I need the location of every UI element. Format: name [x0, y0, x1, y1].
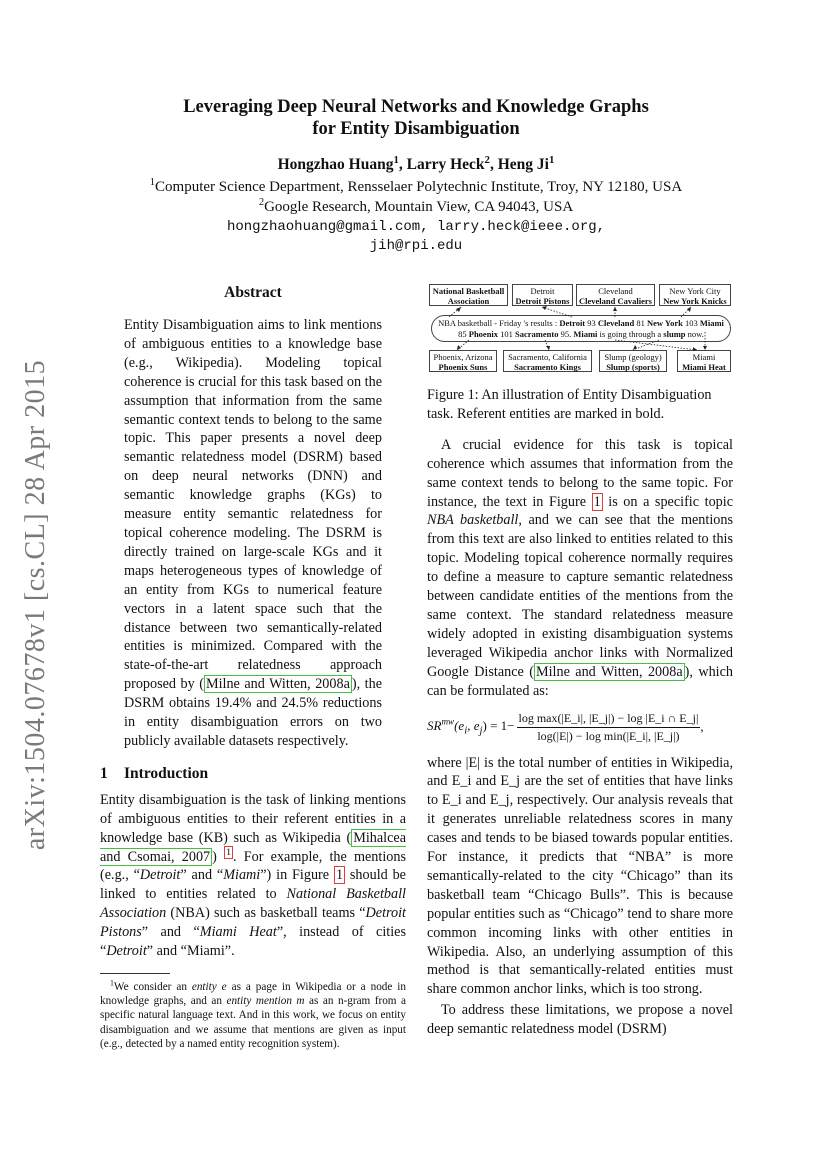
footnote-text: We consider an: [113, 981, 192, 993]
intro-text: ” and “Miami”.: [146, 943, 235, 960]
box-line: Detroit Pistons: [515, 296, 570, 306]
equation-lhs: $SR^{mw}(e_i$, $e_j) = 1-$: [427, 716, 515, 737]
box-line: National Basketball: [432, 286, 505, 296]
intro-text: should be linked to entities related to: [100, 867, 406, 903]
section-title: Introduction: [124, 764, 209, 782]
intro-paragraph: [100, 791, 406, 961]
affiliation-mark: 1: [149, 177, 156, 188]
figure-caption: Figure 1: An illustration of Entity Disambiguation task. Referent entities are marked in bold.: [427, 387, 712, 422]
box-line: Cleveland Cavaliers: [579, 296, 652, 306]
arxiv-id: arXiv:1504.07678v1 [cs.CL] 28 Apr 2015: [20, 359, 52, 851]
arxiv-stamp: [18, 359, 54, 851]
intro-text: ”) in Figure: [260, 867, 334, 884]
author-mark: 1: [548, 153, 555, 166]
figure-1: [427, 284, 733, 374]
affiliation-2: [100, 197, 732, 217]
arrow-head: [542, 306, 547, 310]
arrow-head: [613, 307, 617, 311]
paper-title: [100, 96, 732, 140]
intro-italic: National Basketball Association: [100, 886, 406, 922]
intro-text: ” and “: [180, 867, 224, 884]
author-mark: 2: [484, 153, 490, 166]
box-line: Phoenix Suns: [438, 362, 488, 372]
box-line: New York City: [669, 286, 721, 296]
footnote-mark: 1: [110, 978, 114, 988]
right-column: [427, 284, 733, 1039]
box-line: Miami Heat: [682, 362, 726, 372]
intro-italic: Miami: [223, 867, 261, 884]
footnote: [100, 980, 406, 1051]
sample-text-line-2: 85 Phoenix 101 Sacramento 95. Miami is going through a slump now.: [458, 329, 704, 339]
arrow-head: [687, 307, 691, 312]
affiliation-mark: 2: [258, 197, 265, 208]
equation-trail: ,: [700, 719, 704, 734]
author-name: Larry Heck: [406, 156, 485, 173]
equation-numerator: log max(|E_i|, |E_j|) − log |E_i ∩ E_j|: [517, 711, 701, 728]
abstract-text-b: ), the DSRM obtains 19.4% and 24.5% reductions in entity disambiguation errors on two publicly available datasets respectively.: [124, 676, 383, 749]
citation-link[interactable]: Mihalcea and Csomai, 2007: [100, 829, 406, 865]
section-heading: [100, 765, 406, 783]
entity-box-nba: [429, 284, 508, 306]
author-name: Heng Ji: [497, 156, 549, 173]
equation-fraction: [517, 710, 704, 744]
body-text: is on a specific topic: [602, 493, 733, 510]
equation-denominator: log(|E|) − log min(|E_i|, |E_j|): [537, 728, 680, 743]
intro-text: Entity disambiguation is the task of linking mentions of ambiguous entities to their referent entities in a knowledge base (KB) such as Wikipedia (: [100, 791, 406, 846]
box-line: Association: [447, 296, 490, 306]
author-mark: 1: [393, 153, 399, 166]
emails-line-2: jih@rpi.edu: [369, 238, 463, 254]
box-line: Sacramento Kings: [514, 362, 581, 372]
title-line-2: for Entity Disambiguation: [312, 119, 520, 139]
figure-link[interactable]: 1: [593, 493, 601, 510]
citation-link[interactable]: Milne and Witten, 2008a: [205, 676, 350, 693]
left-column: [100, 284, 406, 1051]
intro-italic: Detroit: [106, 943, 147, 960]
intro-italic: Miami Heat: [199, 924, 277, 941]
figure-link[interactable]: 1: [335, 867, 344, 884]
footnote-text: as an n-gram from a specific natural language text. And in this work, we focus on entity disambiguation and we assume that mentions are given as input (e.g., detected by a named entity recognition system).: [100, 995, 406, 1050]
box-line: Sacramento, California: [508, 352, 587, 362]
citation-link[interactable]: Milne and Witten, 2008a: [535, 663, 683, 680]
abstract-heading: Abstract: [224, 284, 282, 301]
abstract-text-a: Entity Disambiguation aims to link mentions of ambiguous entities to a knowledge base (e.g., Wikipedia). Modeling topical coherence is crucial for this task based on the assumption that information from the same semantic context tends to belong to the same topic. This paper presents a novel deep semantic relatedness model (DSRM) based on deep neural networks (DNN) and semantic knowledge graphs (KGs) to measure entity semantic relatedness for topical coherence modeling. The DSRM is directly trained on large-scale KGs and it maps heterogeneous types of knowledge of an entity from KGs to numerical feature vectors in a latent space such that the distance between two semantically-related entities is minimized. Compared with the state-of-the-art relatedness approach proposed by: [124, 317, 382, 693]
box-line: Slump (geology): [604, 352, 662, 362]
title-line-1: Leveraging Deep Neural Networks and Knowledge Graphs: [183, 97, 649, 117]
arrow-head: [456, 307, 461, 312]
footnote-divider: [100, 973, 170, 974]
entity-box-slump: [599, 350, 667, 372]
emails-line-1: hongzhaohuang@gmail.com, larry.heck@ieee.org,: [226, 219, 606, 235]
body-text: ), which can be formulated as:: [427, 663, 733, 699]
footnote-text: as a page in Wikipedia or a node in knowledge graphs, and an: [100, 981, 406, 1008]
box-line: Cleveland: [598, 286, 633, 296]
entity-box-cleveland: [576, 284, 655, 306]
intro-text: ”, instead of cities “: [100, 924, 406, 960]
affiliation-text: Google Research, Mountain View, CA 94043, USA: [264, 199, 574, 215]
intro-text: ): [212, 848, 225, 865]
author-list: Hongzhao Huang$^1$, Larry Heck$^2$, Heng Ji$^1$: [277, 153, 555, 173]
entity-box-detroit: [512, 284, 573, 306]
box-line: Slump (sports): [606, 362, 660, 372]
sample-text-ellipse: [431, 315, 731, 342]
right-paragraph-3: To address these limitations, we propose a novel deep semantic relatedness model (DSRM): [427, 1002, 733, 1038]
body-text: , and we can see that the mentions from this text are also linked to entities related to this topic. Modeling topical coherence normally requires to define a measure to capture semantic relatedness between candidate entities of the mentions from the same context. The standard relatedness measure widely adopted in existing disambiguation systems leveraged Wikipedia anchor links with Normalized Google Distance (: [427, 512, 733, 680]
box-line: Miami: [692, 352, 716, 362]
intro-italic: Detroit: [139, 867, 181, 884]
body-text: A crucial evidence for this task is topical coherence which assumes that information from the same context tends to belong to the same topic. For instance, the text in Figure: [427, 436, 733, 510]
abstract-body: Entity Disambiguation aims to link mentions of ambiguous entities to a knowledge base (e.g., Wikipedia). Modeling topical coherence is crucial for this task based on the assumption that information from the same semantic context tends to belong to the same topic. This paper presents a novel deep semantic relatedness model (DSRM) based on deep neural networks (DNN) and semantic knowledge graphs (KGs) to measure entity semantic relatedness for topical coherence modeling. The DSRM is directly trained on large-scale KGs and it maps heterogeneous types of knowledge of an entity from KGs to numerical feature vectors in a latent space such that the distance between two semantically-related entities is minimized. Compared with the state-of-the-art relatedness approach proposed by ( Milne and Witten, 2008a ), the DSRM obtains 19.4% and 24.5% reductions in entity disambiguation errors on two publicly available datasets respectively.: [124, 317, 383, 749]
entity-box-miami: [677, 350, 731, 372]
footnote-italic: entity mention m: [226, 995, 305, 1008]
intro-text: ” and “: [141, 924, 200, 941]
entity-box-sacramento: [503, 350, 592, 372]
sample-text-line-1: NBA basketball - Friday 's results : Detroit 93 Cleveland 81 New York 103 Miami: [438, 318, 724, 328]
equation-sr-mw: [427, 711, 733, 744]
intro-text: . For example, the mentions (e.g., “: [100, 848, 406, 884]
affiliation-text: Computer Science Department, Rensselaer Polytechnic Institute, Troy, NY 12180, USA: [155, 179, 683, 195]
section-number: 1: [100, 764, 108, 782]
footnote-link[interactable]: 1: [226, 846, 232, 858]
right-paragraph-1: [427, 436, 733, 701]
affiliation-1: [100, 177, 732, 197]
entity-box-newyork: [659, 284, 731, 306]
author-name: Hongzhao Huang: [277, 156, 394, 173]
box-line: Detroit: [530, 286, 555, 296]
box-line: Phoenix, Arizona: [433, 352, 493, 362]
body-italic: NBA basketball: [427, 512, 519, 529]
right-paragraph-2: where |E| is the total number of entities in Wikipedia, and E_i and E_j are the set of entities that have links to E_i and E_j, respectively. Our analysis reveals that it generates unreliable relatedness scores in many cases and tends to be biased towards popular entities. For instance, it predicts that “NBA” is more semantically-related to the city “Chicago” than its basketball team “Chicago Bulls”. This is because popular entities such as “Chicago” tend to share more common incoming links with other entities in Wikipedia. Also, an underlying assumption of this method is that semantically-related entities must share common anchor links, which is too strong.: [427, 754, 733, 998]
footnote-italic: entity e: [191, 981, 227, 993]
box-line: New York Knicks: [663, 296, 727, 306]
intro-italic: Detroit Pistons: [100, 905, 406, 941]
entity-box-phoenix: [429, 350, 497, 372]
intro-text: (NBA) such as basketball teams “: [166, 905, 366, 922]
